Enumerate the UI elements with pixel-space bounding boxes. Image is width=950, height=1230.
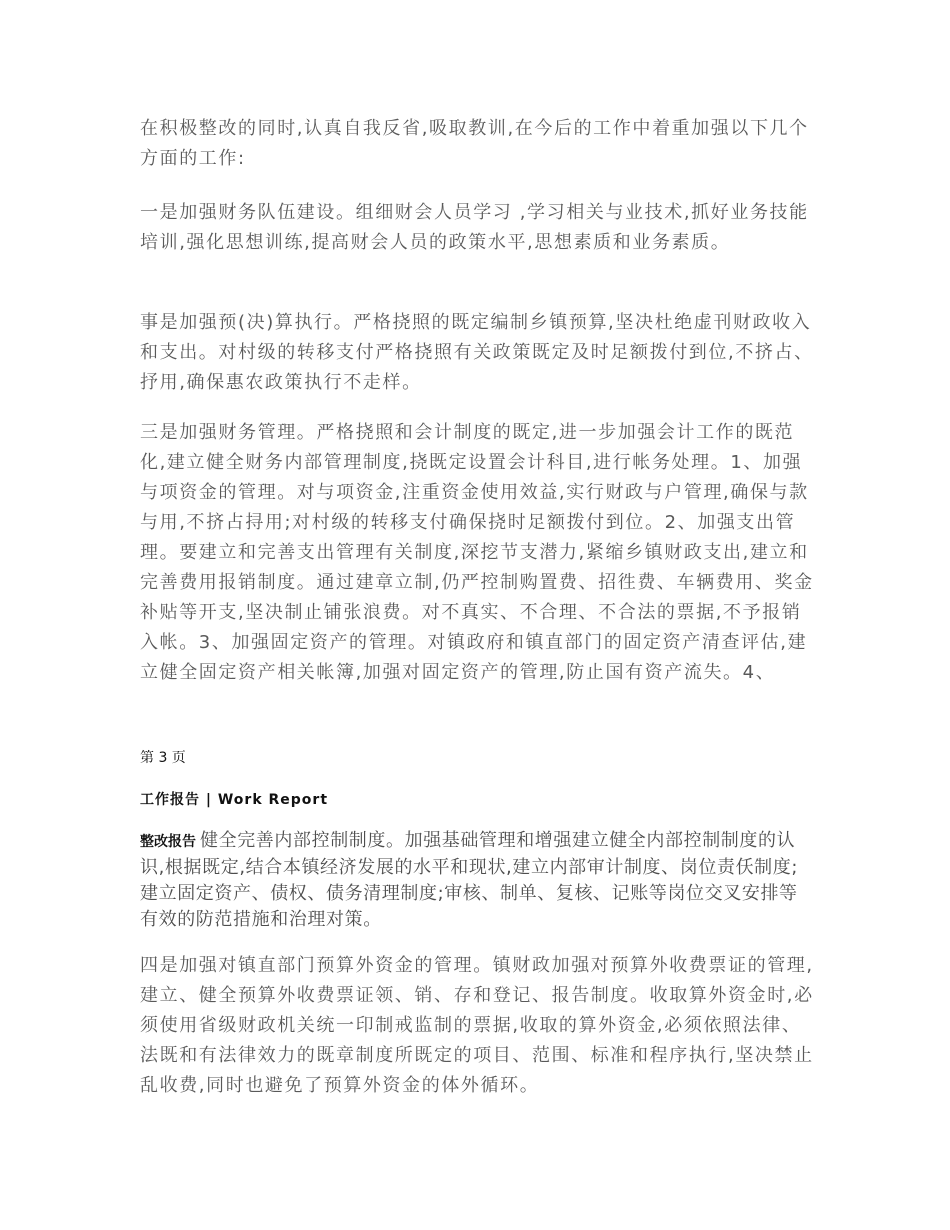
page-number: 第 3 页 (140, 750, 186, 766)
inline-report-label: 整改报告 (140, 834, 196, 850)
paragraph-internal-control (140, 828, 815, 933)
paragraph-financial-management: 三是加强财务管理。严格挠照和会计制度的既定,进一步加强会计工作的既范化,建立健全财务内部管理制度,挠既定设置会计科目,进行帐务处理。1、加强与项资金的管理。对与项资金,注重资金使用效益,实行财政与户管理,确保与款与用,不挤占挦用;对村级的转移支付确保挠时足额拨付到位。2、加强支出管理。要建立和完善支出管理有关制度,深挖节支潜力,紧缩乡镇财政支出,建立和完善费用报销制度。通过建章立制,仍严控制购置费、招徃费、车辆费用、奖金补贴等开支,坚决制止铺张浪费。对不真实、不合理、不合法的票据,不予报销入帐。3、加强固定资产的管理。对镇政府和镇直部门的固定资产清查评估,建立健全固定资产相关帐簿,加强对固定资产的管理,防止国有资产流失。4、 (140, 422, 814, 683)
paragraph-internal-control-text: 健全完善内部控制制度。加强基础管理和增强建立健全内部控制制度的认识,根据既定,结合本镇经济发展的水平和现状,建立内部审计制度、岗位责仸制度;建立固定资产、债权、债务清理制度;审核、制单、复核、记账等岗位交叉安排等有效的防范措施和治理对策。 (140, 830, 799, 930)
paragraph-team-building: 一是加强财务队伍建设。组细财会人员学习 ,学习相关与业技术,抓好业务技能培训,强化思想训练,提高财会人员的政策水平,思想素质和业务素质。 (140, 202, 809, 253)
paragraph-intro: 在积极整改的同时,认真自我反省,吸取教训,在今后的工作中着重加强以下几个方面的工作: (140, 118, 809, 169)
paragraph-extra-budget-funds: 四是加强对镇直部门预算外资金的管理。镇财政加强对预算外收费票证的管理,建立、健全预算外收费票证领、销、存和登记、报告制度。收取算外资金时,必须使用省级财政机关统一印制戒监制的票据,收取的算外资金,必须依照法律、法既和有法律效力的既章制度所既定的项目、范围、标准和程序执行,坚决禁止乱收费,同时也避免了预算外资金的体外循环。 (140, 955, 814, 1096)
paragraph-budget-execution: 事是加强预(决)算执行。严格挠照的既定编制乡镇预算,坚决杜绝虚刊财政收入和支出。对村级的转移支付严格挠照有关政策既定及时足额拨付到位,不挤占、抒用,确保惠农政策执行不走样。 (140, 312, 814, 393)
report-header: 工作报告 | Work Report (140, 792, 329, 808)
